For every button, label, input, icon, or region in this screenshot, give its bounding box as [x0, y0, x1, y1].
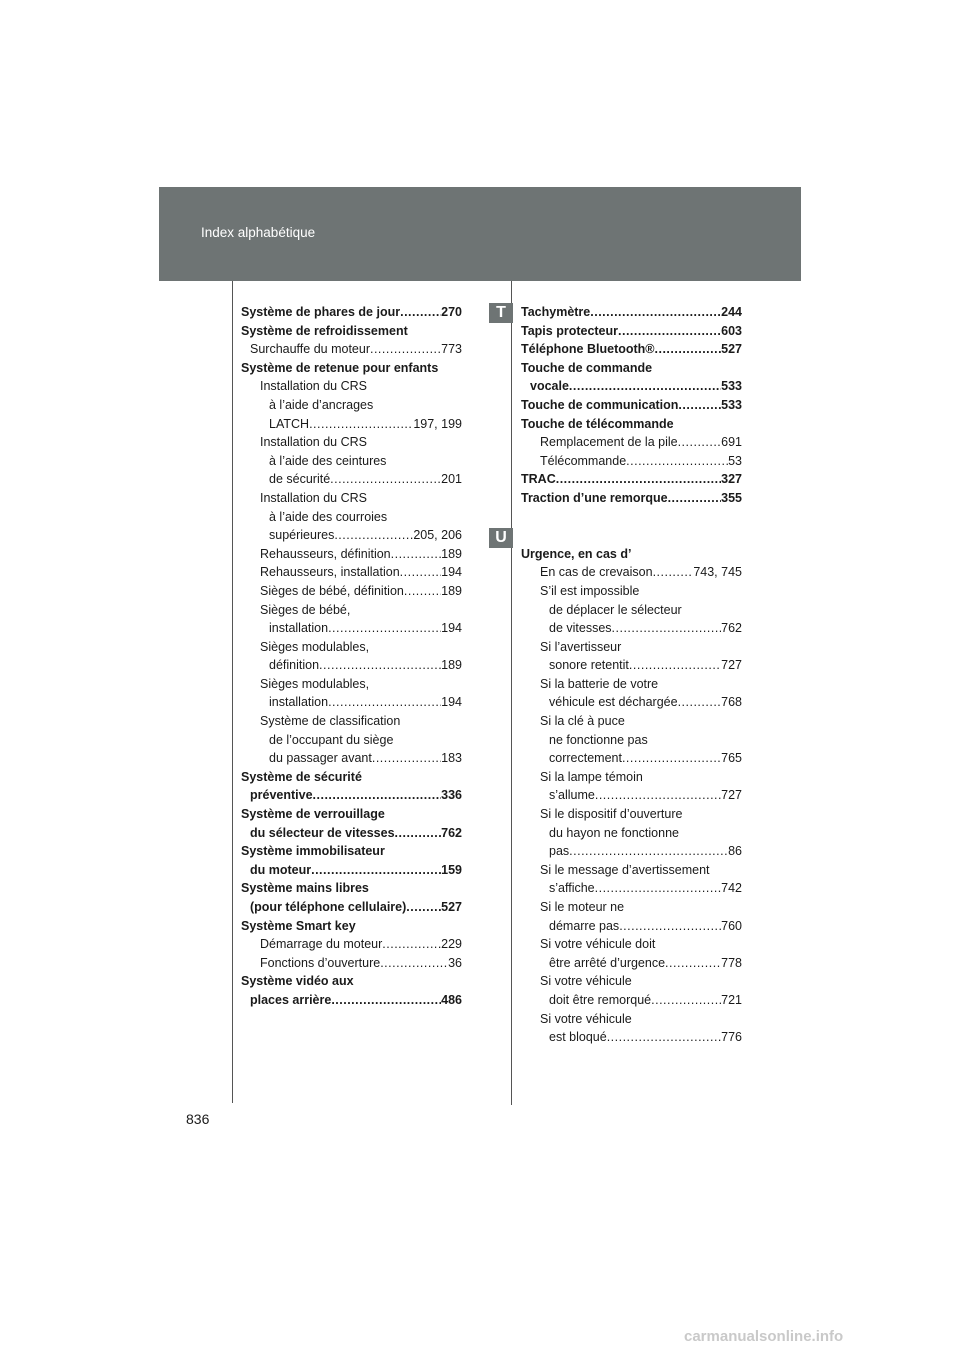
- dot-leader: [400, 563, 441, 582]
- entry-text: Démarrage du moteur: [260, 937, 383, 952]
- entry-text: Traction d’une remorque: [521, 490, 668, 505]
- dot-leader: [331, 991, 441, 1010]
- index-entry: [241, 954, 462, 973]
- entry-page: 205, 206: [413, 528, 462, 543]
- entry-page: 527: [441, 900, 462, 914]
- entry-text: est bloqué: [549, 1030, 607, 1045]
- entry-page: 189: [441, 583, 462, 598]
- entry-text: places arrière: [250, 992, 332, 1007]
- index-entry: [241, 638, 462, 657]
- index-entry: [241, 842, 462, 861]
- entry-text: Fonctions d’ouverture: [260, 955, 381, 970]
- entry-text: pas: [549, 844, 570, 859]
- entry-text: Tachymètre: [521, 305, 591, 319]
- dot-leader: [370, 340, 441, 359]
- index-entry: [241, 340, 462, 359]
- entry-page: 743, 745: [693, 565, 742, 580]
- index-column-left: [241, 303, 462, 1010]
- entry-page: 765: [721, 751, 742, 766]
- index-entry: [521, 991, 742, 1010]
- dot-leader: [653, 563, 694, 582]
- entry-page: 183: [441, 751, 462, 766]
- index-entry: [521, 786, 742, 805]
- index-entry: [521, 824, 742, 843]
- entry-text: Tapis protecteur: [521, 323, 619, 338]
- index-entry: [521, 954, 742, 973]
- index-entry: [521, 1010, 742, 1029]
- index-entry: [241, 489, 462, 508]
- index-entry: [241, 526, 462, 545]
- index-entry: [521, 638, 742, 657]
- entry-page: 533: [721, 379, 742, 394]
- index-entry: [241, 303, 462, 322]
- entry-text: Installation du CRS: [260, 490, 368, 505]
- entry-text: à l’aide des ceintures: [269, 453, 387, 468]
- dot-leader: [372, 749, 441, 768]
- entry-page: 194: [441, 695, 462, 710]
- index-entry: [241, 712, 462, 731]
- dot-leader: [382, 935, 441, 954]
- entry-page: 327: [721, 472, 742, 487]
- index-entry: [241, 768, 462, 787]
- entry-page: 603: [721, 323, 742, 338]
- entry-text: supérieures: [269, 528, 335, 543]
- entry-page: 159: [441, 862, 462, 877]
- index-entry: [521, 359, 742, 378]
- index-entry: [521, 656, 742, 675]
- index-entry: [241, 861, 462, 880]
- section-letter-t: T: [489, 303, 513, 323]
- index-entry: [521, 415, 742, 434]
- dot-leader: [678, 396, 721, 415]
- entry-page: 486: [441, 992, 462, 1007]
- entry-page: 721: [721, 992, 742, 1007]
- dot-leader: [395, 824, 442, 843]
- dot-leader: [313, 786, 442, 805]
- entry-page: 244: [721, 305, 742, 319]
- index-entry: [241, 563, 462, 582]
- entry-text: démarre pas: [549, 918, 620, 933]
- entry-text: Si l’avertisseur: [540, 639, 622, 654]
- entry-page: 762: [721, 621, 742, 636]
- index-entry: [521, 377, 742, 396]
- dot-leader: [622, 749, 721, 768]
- entry-page: 742: [721, 881, 742, 896]
- index-entry: [241, 805, 462, 824]
- entry-page: 778: [721, 955, 742, 970]
- entry-text: Installation du CRS: [260, 379, 368, 394]
- entry-text: (pour téléphone cellulaire): [250, 900, 407, 914]
- dot-leader: [651, 991, 721, 1010]
- entry-text: du passager avant: [269, 751, 372, 766]
- index-entry: [241, 898, 462, 917]
- entry-page: 760: [721, 918, 742, 933]
- entry-page: 194: [441, 621, 462, 636]
- entry-text: LATCH: [269, 416, 310, 431]
- entry-text: ne fonctionne pas: [549, 732, 648, 747]
- index-entry: [241, 396, 462, 415]
- index-entry: [241, 879, 462, 898]
- index-entry: [241, 824, 462, 843]
- entry-text: Système vidéo aux: [241, 974, 354, 989]
- index-entry: [241, 433, 462, 452]
- index-entry: [241, 377, 462, 396]
- entry-page: 336: [441, 788, 462, 803]
- dot-leader: [569, 377, 721, 396]
- entry-text: Si votre véhicule: [540, 974, 632, 989]
- entry-text: Télécommande: [540, 453, 627, 468]
- index-entry: [521, 731, 742, 750]
- entry-text: Si le moteur ne: [540, 900, 625, 914]
- section-gap: [521, 526, 742, 545]
- entry-text: s’affiche: [549, 881, 595, 896]
- index-entry: [241, 415, 462, 434]
- entry-text: Système de classification: [260, 714, 401, 729]
- entry-text: véhicule est déchargée: [549, 695, 678, 710]
- entry-text: Système Smart key: [241, 918, 356, 933]
- entry-text: Installation du CRS: [260, 435, 368, 450]
- entry-text: installation: [269, 621, 329, 636]
- index-entry: [521, 489, 742, 508]
- entry-text: Si le message d’avertissement: [540, 862, 710, 877]
- dot-leader: [678, 433, 722, 452]
- index-entry: [521, 917, 742, 936]
- entry-text: Si votre véhicule: [540, 1011, 632, 1026]
- index-entry: [521, 601, 742, 620]
- index-entry: [241, 619, 462, 638]
- entry-text: Sièges modulables,: [260, 639, 370, 654]
- entry-text: être arrêté d’urgence: [549, 955, 666, 970]
- section-gap: [521, 508, 742, 527]
- index-entry: [521, 433, 742, 452]
- entry-page: 270: [441, 305, 462, 319]
- index-entry: [241, 917, 462, 936]
- entry-page: 776: [721, 1030, 742, 1045]
- entry-text: s’allume: [549, 788, 595, 803]
- index-entry: [521, 768, 742, 787]
- entry-text: Sièges modulables,: [260, 676, 370, 691]
- entry-page: 194: [441, 565, 462, 580]
- entry-page: 768: [721, 695, 742, 710]
- entry-text: vocale: [530, 379, 569, 394]
- dot-leader: [400, 303, 441, 322]
- dot-leader: [590, 303, 721, 322]
- index-entry: [521, 1028, 742, 1047]
- entry-text: du hayon ne fonctionne: [549, 825, 679, 840]
- index-entry: [241, 972, 462, 991]
- index-entry: [521, 879, 742, 898]
- dot-leader: [607, 1028, 721, 1047]
- index-entry: [241, 322, 462, 341]
- entry-text: Si le dispositif d’ouverture: [540, 807, 683, 822]
- entry-text: TRAC: [521, 472, 556, 487]
- dot-leader: [328, 619, 441, 638]
- section-letter-u: U: [489, 528, 513, 548]
- header-title: Index alphabétique: [201, 225, 316, 240]
- entry-text: à l’aide des courroies: [269, 509, 388, 524]
- dot-leader: [626, 452, 728, 471]
- index-entry: [521, 675, 742, 694]
- index-entry: [521, 303, 742, 322]
- index-entry: [241, 991, 462, 1010]
- entry-text: Système mains libres: [241, 881, 369, 896]
- entry-text: En cas de crevaison: [540, 565, 653, 580]
- index-entry: [241, 935, 462, 954]
- index-entry: [521, 749, 742, 768]
- index-entry: [521, 563, 742, 582]
- dot-leader: [328, 693, 441, 712]
- entry-page: 727: [721, 658, 742, 673]
- dot-leader: [618, 322, 721, 341]
- watermark: carmanualsonline.info: [684, 1328, 844, 1345]
- entry-page: 773: [441, 342, 462, 357]
- index-entry: [521, 582, 742, 601]
- index-entry: [521, 340, 742, 359]
- dot-leader: [569, 842, 728, 861]
- entry-text: de déplacer le sélecteur: [549, 602, 682, 617]
- entry-text: Rehausseurs, installation: [260, 565, 400, 580]
- dot-leader: [311, 861, 441, 880]
- entry-text: correctement: [549, 751, 622, 766]
- entry-text: Système de retenue pour enfants: [241, 360, 439, 375]
- index-entry: [241, 656, 462, 675]
- entry-text: Système de phares de jour: [241, 305, 401, 319]
- entry-page: 229: [441, 937, 462, 952]
- entry-page: 533: [721, 397, 742, 412]
- entry-page: 86: [728, 844, 742, 859]
- dot-leader: [391, 545, 442, 564]
- dot-leader: [309, 415, 413, 434]
- dot-leader: [404, 582, 441, 601]
- dot-leader: [330, 470, 441, 489]
- entry-text: de sécurité: [269, 472, 331, 487]
- index-entry: [521, 396, 742, 415]
- index-entry: [241, 749, 462, 768]
- entry-text: préventive: [250, 788, 313, 803]
- entry-text: Sièges de bébé,: [260, 602, 351, 617]
- entry-text: doit être remorqué: [549, 992, 652, 1007]
- index-entry: [521, 712, 742, 731]
- entry-text: définition: [269, 658, 320, 673]
- index-entry: [241, 545, 462, 564]
- index-entry: [521, 898, 742, 917]
- middle-column-rule: [511, 281, 512, 1105]
- index-entry: [521, 805, 742, 824]
- left-column-rule: [232, 281, 233, 1103]
- dot-leader: [678, 693, 722, 712]
- entry-text: Surchauffe du moteur: [250, 342, 370, 357]
- dot-leader: [612, 619, 722, 638]
- index-entry: [241, 508, 462, 527]
- dot-leader: [319, 656, 441, 675]
- entry-text: à l’aide d’ancrages: [269, 397, 374, 412]
- index-entry: [521, 545, 742, 564]
- index-entry: [241, 470, 462, 489]
- entry-text: S’il est impossible: [540, 583, 640, 598]
- dot-leader: [655, 340, 722, 359]
- entry-text: Si la lampe témoin: [540, 769, 643, 784]
- dot-leader: [406, 898, 441, 917]
- index-column-right: [521, 303, 742, 1047]
- entry-text: du moteur: [250, 862, 312, 877]
- index-entry: [241, 582, 462, 601]
- entry-page: 727: [721, 788, 742, 803]
- entry-text: Système de verrouillage: [241, 807, 385, 822]
- index-entry: [521, 861, 742, 880]
- entry-page: 53: [728, 453, 742, 468]
- dot-leader: [595, 879, 722, 898]
- dot-leader: [629, 656, 721, 675]
- index-entry: [521, 935, 742, 954]
- entry-page: 691: [721, 435, 742, 450]
- entry-text: installation: [269, 695, 329, 710]
- entry-text: Système de sécurité: [241, 769, 362, 784]
- entry-text: Téléphone Bluetooth®: [521, 342, 655, 357]
- index-entry: [521, 452, 742, 471]
- dot-leader: [380, 954, 448, 973]
- index-entry: [241, 675, 462, 694]
- entry-text: Touche de communication: [521, 397, 679, 412]
- dot-leader: [668, 489, 722, 508]
- entry-page: 762: [441, 825, 462, 840]
- entry-page: 527: [721, 342, 742, 357]
- entry-text: du sélecteur de vitesses: [250, 825, 395, 840]
- entry-page: 197, 199: [413, 416, 462, 431]
- entry-text: de vitesses: [549, 621, 612, 636]
- entry-text: sonore retentit: [549, 658, 629, 673]
- entry-page: 36: [448, 955, 462, 970]
- index-entry: [521, 693, 742, 712]
- entry-text: Système immobilisateur: [241, 844, 385, 859]
- entry-text: de l’occupant du siège: [269, 732, 394, 747]
- entry-text: Rehausseurs, définition: [260, 546, 391, 561]
- entry-text: Si votre véhicule doit: [540, 937, 656, 952]
- index-entry: [521, 972, 742, 991]
- page-number: 836: [186, 1111, 210, 1127]
- index-entry: [521, 842, 742, 861]
- entry-text: Si la clé à puce: [540, 714, 625, 729]
- index-entry: [241, 359, 462, 378]
- index-entry: [241, 452, 462, 471]
- entry-text: Si la batterie de votre: [540, 676, 659, 691]
- index-entry: [241, 731, 462, 750]
- dot-leader: [334, 526, 413, 545]
- entry-page: 201: [441, 472, 462, 487]
- dot-leader: [595, 786, 721, 805]
- dot-leader: [556, 470, 721, 489]
- index-entry: [241, 786, 462, 805]
- page-header: [159, 187, 801, 281]
- entry-text: Urgence, en cas d’: [521, 546, 632, 561]
- index-entry: [241, 693, 462, 712]
- entry-page: 355: [721, 490, 742, 505]
- index-entry: [521, 470, 742, 489]
- entry-text: Touche de télécommande: [521, 416, 674, 431]
- entry-text: Sièges de bébé, définition: [260, 583, 404, 598]
- entry-page: 189: [441, 658, 462, 673]
- dot-leader: [665, 954, 721, 973]
- index-entry: [521, 322, 742, 341]
- entry-page: 189: [441, 546, 462, 561]
- entry-text: Système de refroidissement: [241, 323, 408, 338]
- index-entry: [521, 619, 742, 638]
- dot-leader: [619, 917, 721, 936]
- index-entry: [241, 601, 462, 620]
- entry-text: Remplacement de la pile: [540, 435, 678, 450]
- entry-text: Touche de commande: [521, 360, 653, 375]
